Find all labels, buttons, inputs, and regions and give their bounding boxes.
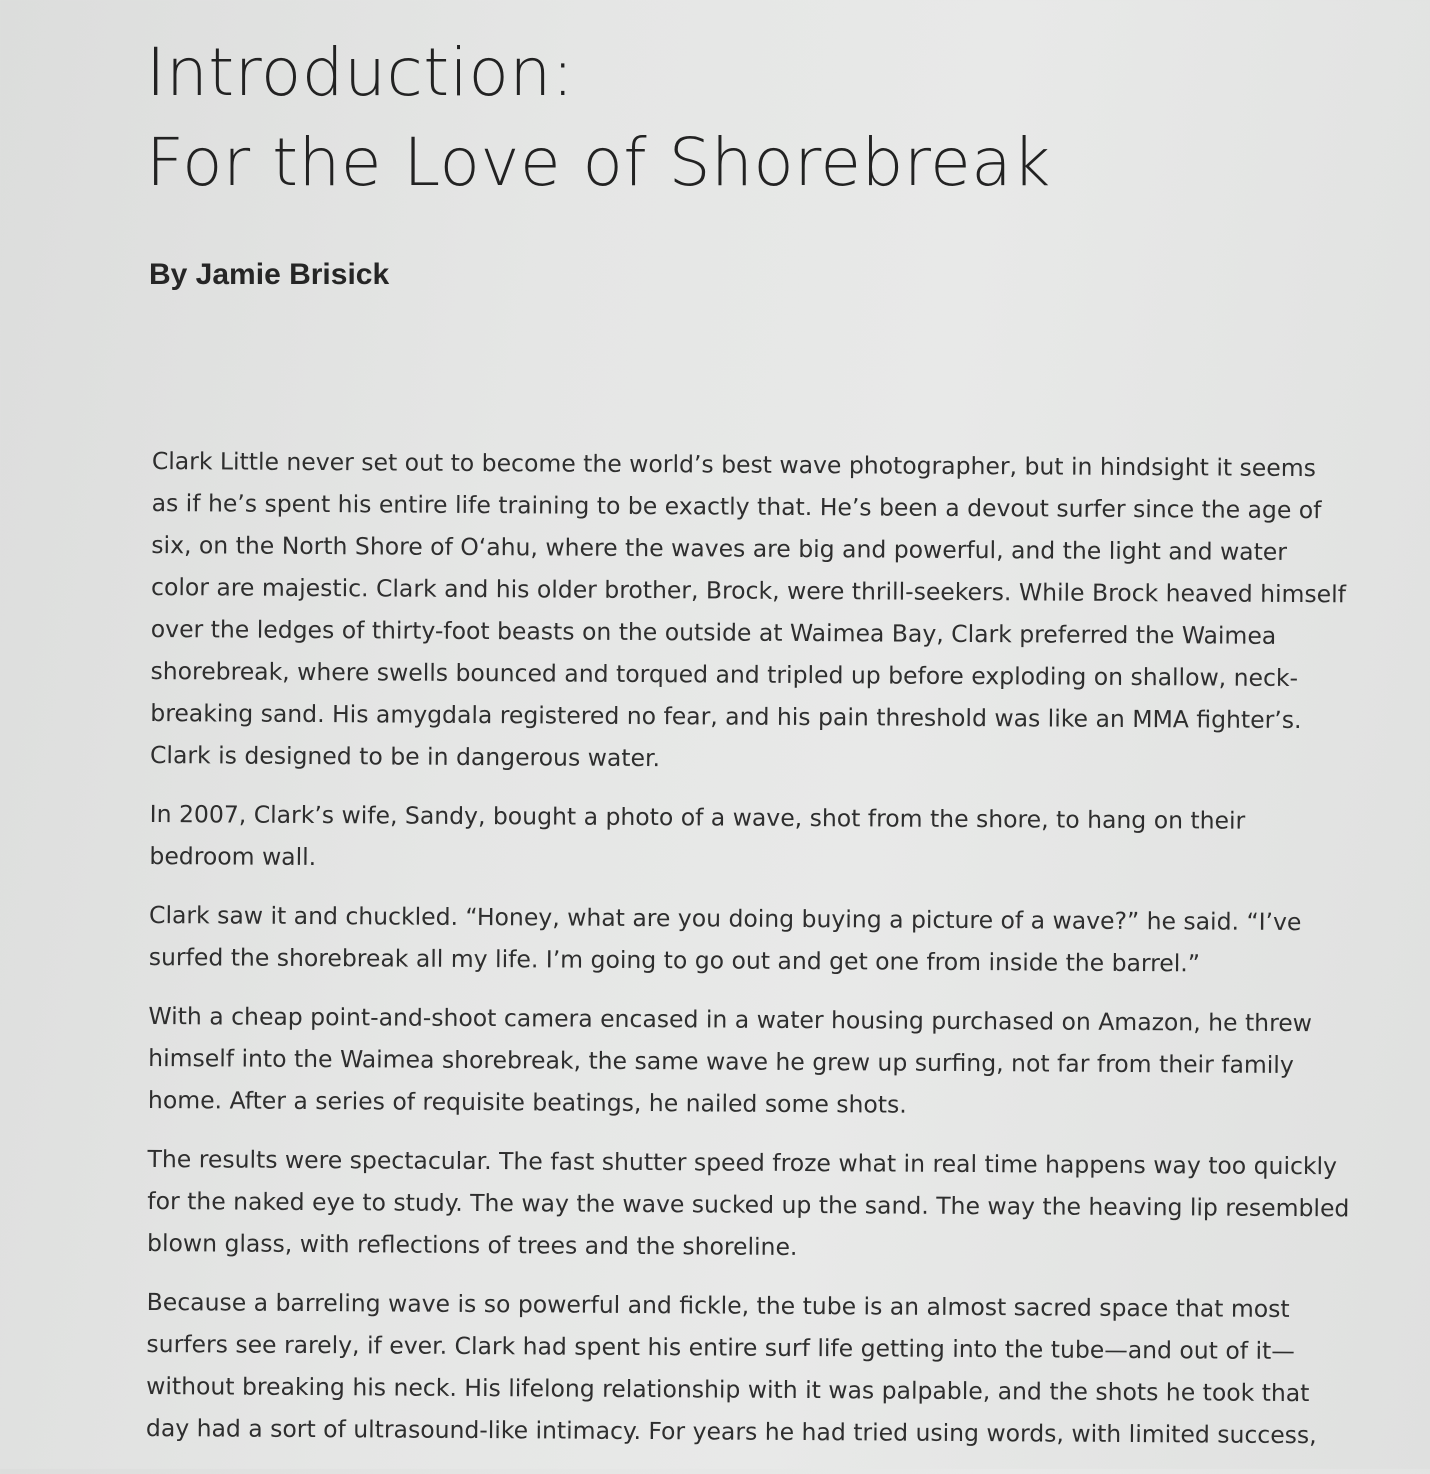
text-line: With a cheap point-and-shoot camera encased in a water housing purchased on Amazon, he threw xyxy=(148,1001,1313,1038)
text-line: Clark saw it and chuckled. “Honey, what are you doing buying a picture of a wave?” he said. “I’ve xyxy=(149,900,1302,937)
text-line: blown glass, with reflections of trees and the shoreline. xyxy=(147,1228,798,1261)
chapter-title xyxy=(146,28,1051,208)
paragraph-2 xyxy=(149,793,1389,885)
text-line: day had a sort of ultrasound-like intimacy. For years he had tried using words, with limited success, xyxy=(145,1413,1317,1450)
chapter-title-line-2: For the Love of Shorebreak xyxy=(146,124,1051,201)
author-byline: By Jamie Brisick xyxy=(149,258,390,291)
text-line: Because a barreling wave is so powerful and fickle, the tube is an almost sacred space that most xyxy=(146,1287,1290,1323)
text-line: over the ledges of thirty-foot beasts on the outside at Waimea Bay, Clark preferred the Waimea xyxy=(150,614,1277,650)
text-line: home. After a series of requisite beatings, he nailed some shots. xyxy=(147,1085,907,1119)
paragraph-1 xyxy=(150,440,1392,784)
text-line: for the naked eye to study. The way the wave sucked up the sand. The way the heaving lip resembled xyxy=(147,1186,1350,1223)
body-text xyxy=(146,440,1392,1474)
text-line: surfed the shorebreak all my life. I’m going to go out and get one from inside the barrel.” xyxy=(148,942,1201,978)
text-line: as if he’s spent his entire life training to be exactly that. He’s been a devout surfer since the age of xyxy=(151,488,1322,525)
text-line: six, on the North Shore of O‘ahu, where the waves are big and powerful, and the light and water xyxy=(151,530,1288,566)
text-line: color are majestic. Clark and his older brother, Brock, were thrill-seekers. While Brock heaved himself xyxy=(151,572,1347,609)
text-line: bedroom wall. xyxy=(149,841,317,872)
text-line: breaking sand. His amygdala registered no fear, and his pain threshold was like an MMA fighter’s. xyxy=(150,698,1302,735)
chapter-title-line-1: Introduction: xyxy=(146,34,575,111)
text-line: In 2007, Clark’s wife, Sandy, bought a photo of a wave, shot from the shore, to hang on their xyxy=(149,799,1246,835)
paragraph-3 xyxy=(149,894,1389,986)
text-line: shorebreak, where swells bounced and torqued and tripled up before exploding on shallow, neck- xyxy=(150,656,1299,693)
paragraph-6 xyxy=(146,1281,1387,1457)
paragraph-4 xyxy=(148,995,1389,1129)
paragraph-5 xyxy=(147,1138,1388,1272)
text-line: surfers see rarely, if ever. Clark had spent his entire surf life getting into the tube—and out of it— xyxy=(146,1329,1295,1365)
text-line: without breaking his neck. His lifelong relationship with it was palpable, and the shots he took that xyxy=(146,1371,1310,1408)
text-line: The results were spectacular. The fast shutter speed froze what in real time happens way too quickly xyxy=(147,1144,1338,1181)
text-line: Clark Little never set out to become the world’s best wave photographer, but in hindsight it seems xyxy=(151,446,1316,483)
text-line: Clark is designed to be in dangerous water. xyxy=(149,740,661,773)
text-line: himself into the Waimea shorebreak, the same wave he grew up surfing, not far from their family xyxy=(148,1043,1294,1079)
